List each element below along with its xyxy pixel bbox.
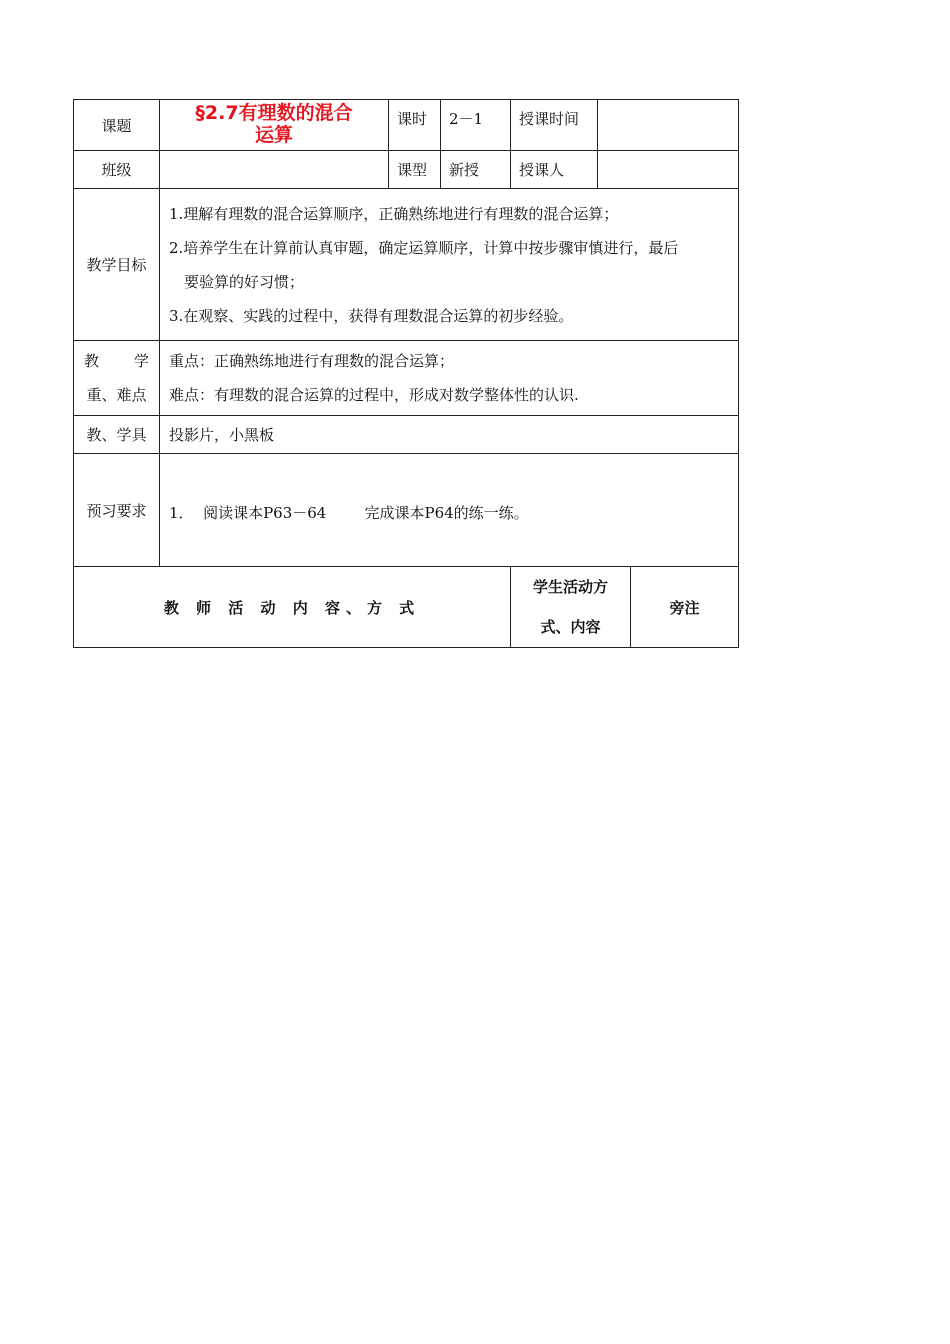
topic-label: 课题 [74, 100, 160, 151]
period-label: 课时 [389, 100, 441, 151]
student-activity-header: 学生活动方 式、内容 [511, 567, 631, 648]
class-value [160, 151, 389, 189]
lesson-plan-table [73, 99, 739, 648]
teacher-value [598, 151, 739, 189]
goals-content [160, 189, 739, 341]
notes-header: 旁注 [631, 567, 739, 648]
type-label: 课型 [389, 151, 441, 189]
teacher-activity-header: 教 师 活 动 内 容、方 式 [74, 567, 511, 648]
lesson-title-line2: 运算 [254, 124, 293, 146]
goals-label: 教学目标 [74, 189, 160, 341]
preview-value: 1． 阅读课本P63－64 完成课本P64的练一练。 [160, 454, 739, 567]
tools-value: 投影片，小黑板 [160, 416, 739, 454]
key-point: 重点：正确熟练地进行有理数的混合运算； [169, 352, 455, 370]
lesson-title [160, 100, 389, 151]
difficulty-point: 难点：有理数的混合运算的过程中，形成对数学整体性的认识. [169, 386, 579, 404]
goal-item-3: 3.在观察、实践的过程中，获得有理数混合运算的初步经验。 [169, 306, 574, 325]
teacher-label: 授课人 [511, 151, 598, 189]
key-points-content [160, 341, 739, 416]
goal-item-2: 2.培养学生在计算前认真审题，确定运算顺序，计算中按步骤审慎进行，最后 [169, 238, 679, 257]
tools-label: 教、学具 [74, 416, 160, 454]
time-value [598, 100, 739, 151]
time-label: 授课时间 [511, 100, 598, 151]
type-value: 新授 [441, 151, 511, 189]
goal-item-1: 1.理解有理数的混合运算顺序，正确熟练地进行有理数的混合运算； [169, 204, 619, 223]
preview-label: 预习要求 [74, 454, 160, 567]
class-label: 班级 [74, 151, 160, 189]
lesson-title-line1: §2.7有理数的混合 [195, 102, 353, 124]
goal-item-2-continued: 要验算的好习惯； [184, 272, 305, 291]
key-points-label-line2: 重、难点 [86, 386, 147, 404]
period-value: 2－1 [441, 100, 511, 151]
key-points-label [74, 341, 160, 416]
lesson-plan-sheet [73, 99, 738, 648]
key-points-label-line1: 教 学 [84, 352, 149, 370]
